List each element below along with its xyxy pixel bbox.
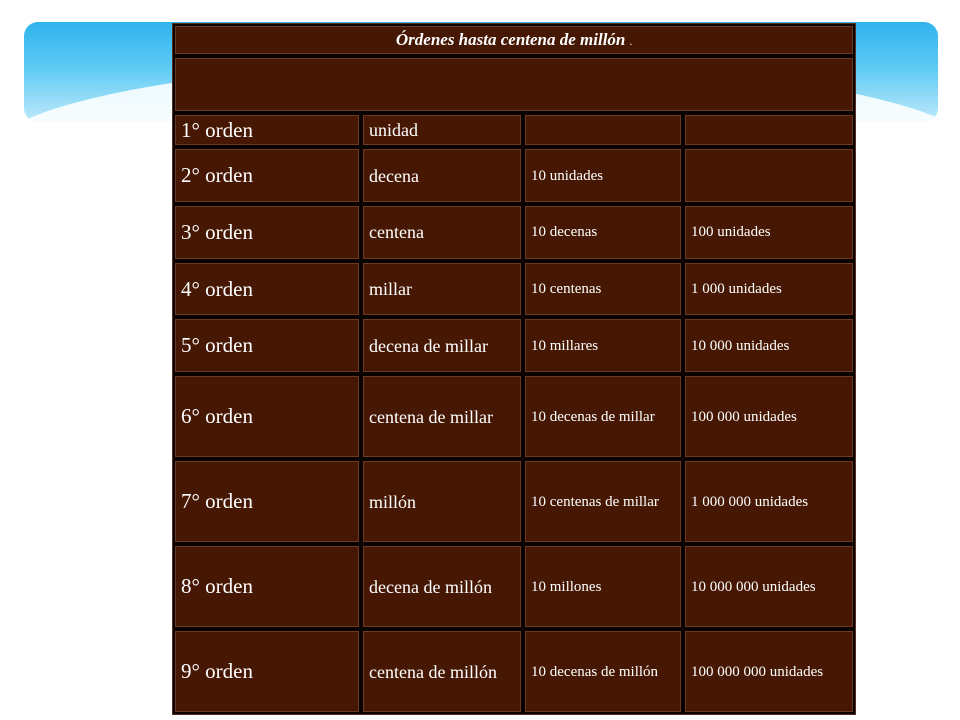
equiv2-cell: 1 000 000 unidades bbox=[683, 459, 855, 544]
table-row bbox=[173, 113, 855, 147]
equiv1-cell: 10 decenas bbox=[523, 204, 683, 261]
equiv2-cell bbox=[683, 147, 855, 204]
equiv1-cell: 10 decenas de millar bbox=[523, 374, 683, 459]
nombre-cell: millar bbox=[361, 261, 523, 318]
nombre-cell: millón bbox=[361, 459, 523, 544]
table-title: Órdenes hasta centena de millón bbox=[395, 30, 626, 50]
nombre-cell: unidad bbox=[361, 113, 523, 147]
equiv1-cell bbox=[523, 113, 683, 147]
table-row bbox=[173, 374, 855, 459]
nombre-cell: centena bbox=[361, 204, 523, 261]
equiv1-cell: 10 unidades bbox=[523, 147, 683, 204]
table-title-cell bbox=[173, 24, 855, 56]
orden-cell: 5° orden bbox=[173, 317, 361, 374]
orden-cell: 7° orden bbox=[173, 459, 361, 544]
table-row bbox=[173, 261, 855, 318]
equiv2-cell: 1 000 unidades bbox=[683, 261, 855, 318]
nombre-cell: centena de millar bbox=[361, 374, 523, 459]
table-blank-row bbox=[173, 56, 855, 113]
equiv2-cell: 10 000 000 unidades bbox=[683, 544, 855, 629]
equiv1-cell: 10 decenas de millón bbox=[523, 629, 683, 714]
table-row bbox=[173, 317, 855, 374]
orden-cell: 3° orden bbox=[173, 204, 361, 261]
equiv1-cell: 10 centenas de millar bbox=[523, 459, 683, 544]
equiv1-cell: 10 millones bbox=[523, 544, 683, 629]
orden-cell: 1° orden bbox=[173, 113, 361, 147]
equiv2-cell: 100 000 unidades bbox=[683, 374, 855, 459]
nombre-cell: centena de millón bbox=[361, 629, 523, 714]
orden-cell: 2° orden bbox=[173, 147, 361, 204]
equiv2-cell: 100 unidades bbox=[683, 204, 855, 261]
nombre-cell: decena bbox=[361, 147, 523, 204]
orden-cell: 8° orden bbox=[173, 544, 361, 629]
nombre-cell: decena de millón bbox=[361, 544, 523, 629]
table-title-suffix: . bbox=[629, 37, 633, 49]
orden-cell: 9° orden bbox=[173, 629, 361, 714]
equiv2-cell: 100 000 000 unidades bbox=[683, 629, 855, 714]
table-row bbox=[173, 459, 855, 544]
equiv2-cell bbox=[683, 113, 855, 147]
table-row bbox=[173, 204, 855, 261]
equiv1-cell: 10 millares bbox=[523, 317, 683, 374]
table-row bbox=[173, 629, 855, 714]
table-row bbox=[173, 147, 855, 204]
orders-table-container bbox=[173, 24, 855, 714]
nombre-cell: decena de millar bbox=[361, 317, 523, 374]
equiv2-cell: 10 000 unidades bbox=[683, 317, 855, 374]
orders-table bbox=[173, 24, 855, 714]
orden-cell: 4° orden bbox=[173, 261, 361, 318]
equiv1-cell: 10 centenas bbox=[523, 261, 683, 318]
table-row bbox=[173, 544, 855, 629]
orden-cell: 6° orden bbox=[173, 374, 361, 459]
